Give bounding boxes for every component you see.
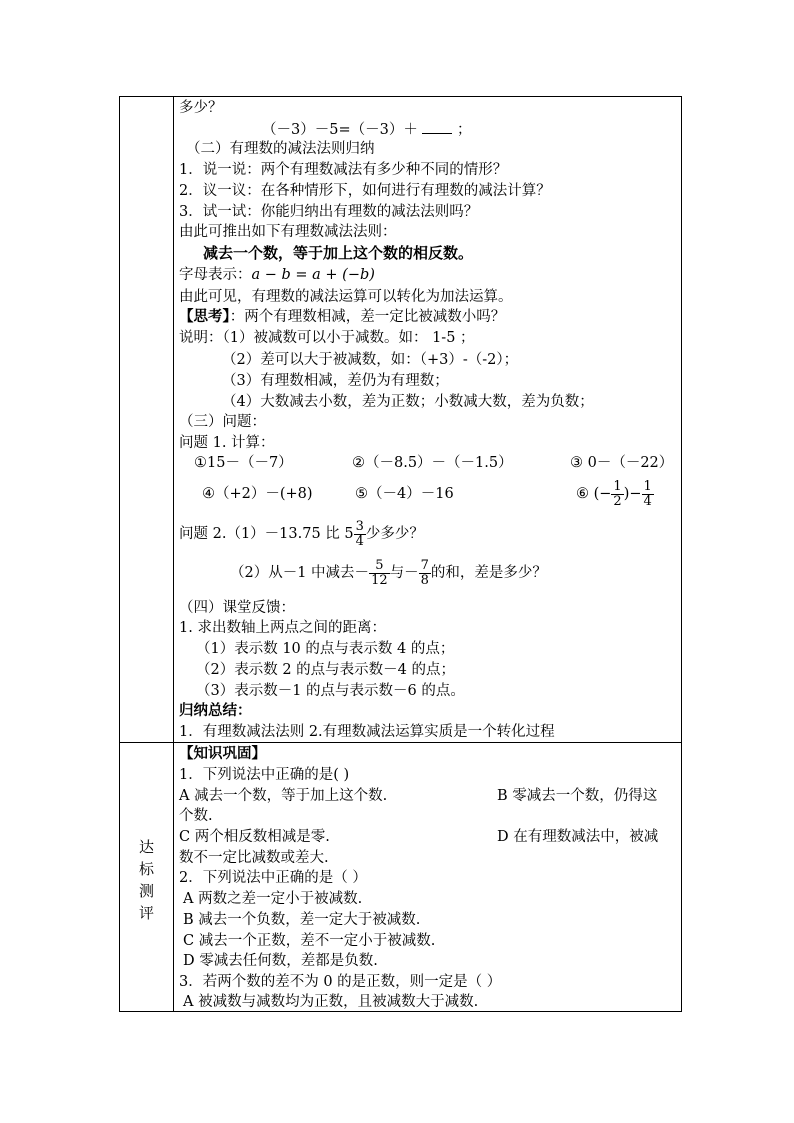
fraction <box>419 559 431 588</box>
numerator: 1 <box>613 478 622 494</box>
explain-line: （3）有理数相减，差仍为有理数； <box>222 373 449 389</box>
answer-blank <box>422 119 452 134</box>
explain-line: （2）差可以大于被减数，如：（+3）-（-2）； <box>222 352 519 368</box>
fraction <box>354 520 366 549</box>
summary-line: 1．有理数减法法则 2.有理数减法运算实质是一个转化过程 <box>179 724 555 740</box>
section-heading: （二）有理数的减法法则归纳 <box>186 141 375 157</box>
text-line: 3．试一试：你能归纳出有理数的减法法则吗？ <box>179 204 479 220</box>
numerator: 5 <box>369 559 390 574</box>
section-heading: （四）课堂反馈： <box>179 600 295 616</box>
section-heading: 【知识巩固】 <box>179 745 266 762</box>
fraction <box>642 480 654 509</box>
text-line: 多少？ <box>179 100 223 116</box>
feedback-line: （2）表示数 2 的点与表示数－4 的点； <box>196 662 456 678</box>
row-divider <box>119 742 682 743</box>
explain-line: 说明：（1）被减数可以小于减数。如： 1-5 ； <box>179 330 475 346</box>
label-char: 标 <box>138 860 154 878</box>
text-line: 由此可见，有理数的减法运算可以转化为加法运算。 <box>179 289 513 305</box>
option-d: D 零减去任何数，差都是负数. <box>183 953 378 969</box>
calc-item: ①15－（－7） <box>194 455 293 471</box>
option-a: A 两数之差一定小于被减数. <box>183 891 363 907</box>
rule-statement: 减去一个数，等于加上这个数的相反数。 <box>203 244 474 262</box>
option-c: C 减去一个正数，差不一定小于被减数. <box>183 933 436 949</box>
text-line: 1．说一说：两个有理数减法有多少种不同的情形？ <box>179 162 508 178</box>
section-heading: （三）问题： <box>179 414 266 430</box>
label-char: 评 <box>138 904 154 922</box>
feedback-line: （1）表示数 10 的点与表示数 4 的点； <box>196 641 455 657</box>
calc-text: ⑥ (− <box>576 486 612 502</box>
feedback-line: 1. 求出数轴上两点之间的距离： <box>179 620 386 636</box>
problem-text: 少多少？ <box>365 526 424 542</box>
feedback-line: （3）表示数－1 的点与表示数－6 的点。 <box>196 683 465 699</box>
question: 3．若两个数的差不为 0 的是正数，则一定是（ ） <box>179 974 502 990</box>
calc-item: ⑤（－4）－16 <box>355 486 454 502</box>
denominator: 12 <box>371 572 388 588</box>
problem-text: 问题 2.（1）－13.75 比 5 <box>179 526 354 542</box>
think-line <box>179 307 505 327</box>
calc-text: )− <box>623 486 642 502</box>
numerator: 3 <box>355 518 364 534</box>
formula: a − b = a + (−b) <box>251 267 375 283</box>
think-heading: 【思考】 <box>179 308 230 325</box>
fraction <box>369 559 390 588</box>
text-line: 由此可推出如下有理数减法法则： <box>179 224 397 240</box>
option-a: A 被减数与减数均为正数，且被减数大于减数. <box>183 994 479 1010</box>
summary-heading: 归纳总结： <box>179 702 252 719</box>
text-line: 2．议一议：在各种情形下，如何进行有理数的减法计算？ <box>179 183 551 199</box>
option-b: B 减去一个负数，差一定大于被减数. <box>183 912 421 928</box>
option-a: A 减去一个数，等于加上这个数. <box>179 788 388 804</box>
calc-item <box>576 476 654 512</box>
formula-label: 字母表示： <box>179 267 252 283</box>
problem-line <box>230 555 547 591</box>
problem-line <box>179 516 424 552</box>
problem-text: （2）从－1 中减去－ <box>230 565 370 581</box>
formula-line <box>179 265 375 285</box>
denominator: 4 <box>355 533 364 549</box>
calc-item: ③ 0－（－22） <box>570 455 674 471</box>
numerator: 1 <box>643 478 652 494</box>
label-char: 测 <box>138 882 154 900</box>
fraction <box>611 480 623 509</box>
problem-heading: 问题 1. 计算： <box>179 435 275 451</box>
denominator: 8 <box>420 572 429 588</box>
problem-text: 的和，差是多少？ <box>430 565 547 581</box>
column-divider <box>173 96 174 1012</box>
calc-item: ④（+2）－(+8) <box>202 486 313 502</box>
label-char: 达 <box>138 838 154 856</box>
question: 1．下列说法中正确的是( ) <box>179 767 350 783</box>
problem-text: 与－ <box>389 565 419 581</box>
denominator: 2 <box>613 493 622 509</box>
numerator: 7 <box>420 557 429 573</box>
option-d: D 在有理数减法中，被减 <box>497 829 659 845</box>
equation-line <box>262 119 472 140</box>
equation-text: （－3）－5=（－3）＋ <box>262 122 418 138</box>
question: 2．下列说法中正确的是（ ） <box>179 870 367 886</box>
option-b-continued: 个数. <box>179 808 213 824</box>
equation-end: ； <box>457 122 472 138</box>
option-b: B 零减去一个数，仍得这 <box>497 788 658 804</box>
denominator: 4 <box>643 493 652 509</box>
section-label <box>120 836 173 924</box>
calc-item: ②（－8.5）－（－1.5） <box>352 455 513 471</box>
explain-line: （4）大数减去小数，差为正数；小数减大数，差为负数； <box>222 394 594 410</box>
option-c: C 两个相反数相减是零. <box>179 829 330 845</box>
think-text: ：两个有理数相减，差一定比被减数小吗？ <box>229 309 506 325</box>
option-d-continued: 数不一定比减数或差大. <box>179 850 329 866</box>
